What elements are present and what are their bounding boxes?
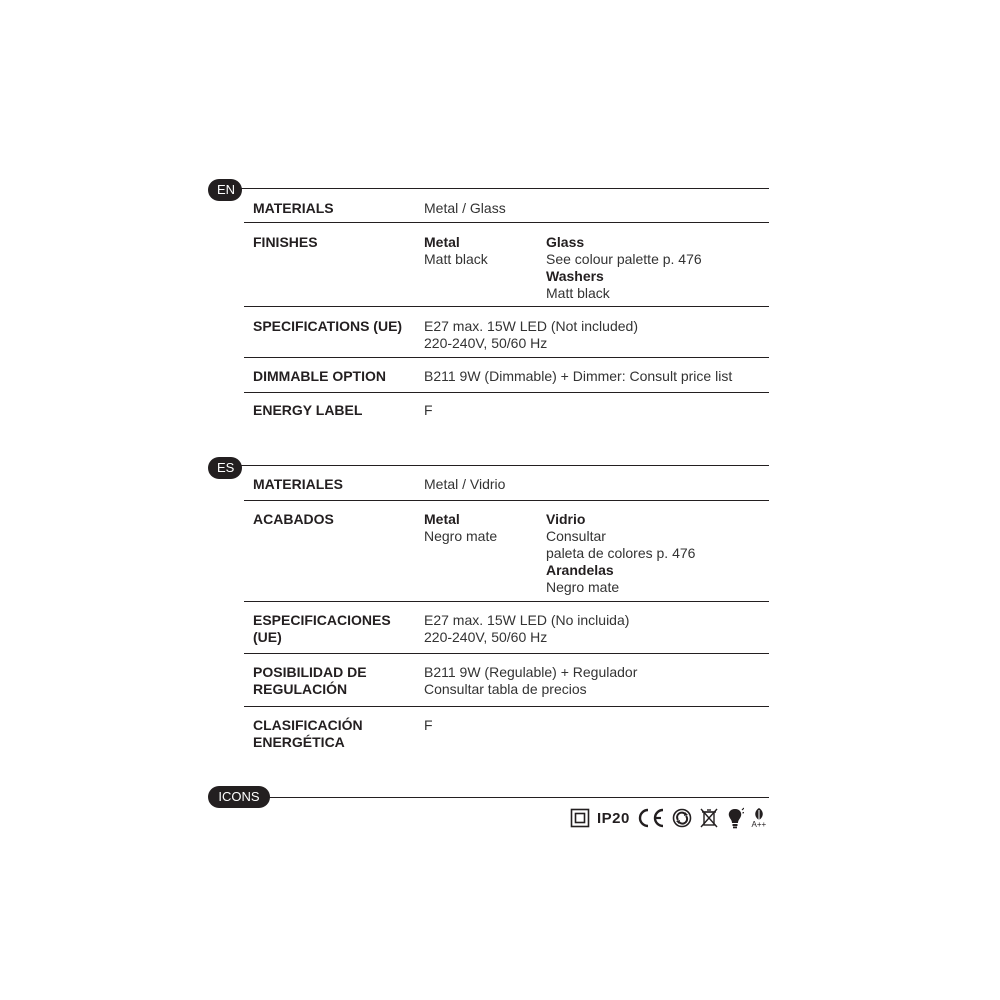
spec-row-clasificacion xyxy=(244,706,769,756)
row-label: DIMMABLE OPTION xyxy=(253,368,386,384)
finish-washers-title: Arandelas xyxy=(546,562,614,578)
finish-metal-title: Metal xyxy=(424,511,460,527)
finish-glass-value: paleta de colores p. 476 xyxy=(546,545,696,561)
row-label: MATERIALS xyxy=(253,200,334,216)
row-label-line: REGULACIÓN xyxy=(253,681,348,697)
spec-row-acabados xyxy=(244,500,769,602)
spec-row-especificaciones xyxy=(244,601,769,654)
spec-row-materiales xyxy=(244,466,769,501)
row-label: FINISHES xyxy=(253,234,318,250)
finish-washers-value: Matt black xyxy=(546,285,610,301)
finish-glass xyxy=(546,234,702,302)
spec-row-regulacion xyxy=(244,653,769,707)
spec-line: 220-240V, 50/60 Hz xyxy=(424,629,548,645)
ip20-icon: IP20 xyxy=(597,809,630,827)
row-value: B211 9W (Dimmable) + Dimmer: Consult price list xyxy=(424,368,733,384)
recycle-icon xyxy=(672,808,692,828)
lang-badge-en: EN xyxy=(208,179,242,201)
finish-metal xyxy=(424,511,497,545)
row-value: F xyxy=(424,402,433,418)
energy-leaf-icon xyxy=(751,807,767,829)
row-label-line: POSIBILIDAD DE xyxy=(253,664,367,680)
row-value xyxy=(424,318,638,352)
spec-row-specifications xyxy=(244,306,769,358)
row-label: SPECIFICATIONS (UE) xyxy=(253,318,403,334)
row-label xyxy=(253,612,413,646)
row-label: ACABADOS xyxy=(253,511,334,527)
spec-line: E27 max. 15W LED (No incluida) xyxy=(424,612,630,628)
spec-line: Consultar tabla de precios xyxy=(424,681,587,697)
certification-icons xyxy=(570,806,767,830)
weee-bin-icon xyxy=(699,807,719,829)
finish-glass xyxy=(546,511,695,596)
row-value: Metal / Glass xyxy=(424,200,506,216)
double-insulation-icon xyxy=(570,808,590,828)
row-label: ENERGY LABEL xyxy=(253,402,363,418)
row-value xyxy=(424,612,629,646)
lang-badge-es: ES xyxy=(208,457,242,479)
spec-line: B211 9W (Regulable) + Regulador xyxy=(424,664,638,680)
row-label xyxy=(253,664,413,698)
row-label-line: ENERGÉTICA xyxy=(253,734,345,750)
finish-glass-title: Vidrio xyxy=(546,511,586,527)
spec-line: 220-240V, 50/60 Hz xyxy=(424,335,548,351)
spec-line: E27 max. 15W LED (Not included) xyxy=(424,318,638,334)
ce-mark-icon xyxy=(637,807,665,829)
spec-row-materials xyxy=(244,189,769,223)
row-label-line: ESPECIFICACIONES xyxy=(253,612,391,628)
energy-class-label: A++ xyxy=(751,820,767,829)
finish-metal-value: Matt black xyxy=(424,251,488,267)
finish-washers-value: Negro mate xyxy=(546,579,620,595)
row-label: MATERIALES xyxy=(253,476,343,492)
row-value: F xyxy=(424,717,433,733)
spec-row-finishes xyxy=(244,222,769,307)
row-value: Metal / Vidrio xyxy=(424,476,506,492)
led-bulb-icon xyxy=(726,807,744,829)
row-label xyxy=(253,717,413,751)
finish-glass-value: Consultar xyxy=(546,528,606,544)
finish-metal xyxy=(424,234,488,268)
spec-row-energy-label xyxy=(244,392,769,432)
icons-badge: ICONS xyxy=(208,786,270,808)
spec-row-dimmable xyxy=(244,357,769,393)
finish-washers-title: Washers xyxy=(546,268,604,284)
finish-metal-value: Negro mate xyxy=(424,528,498,544)
ce-mark-shape xyxy=(637,807,665,829)
finish-glass-value: See colour palette p. 476 xyxy=(546,251,702,267)
finish-metal-title: Metal xyxy=(424,234,460,250)
row-label-line: CLASIFICACIÓN xyxy=(253,717,363,733)
finish-glass-title: Glass xyxy=(546,234,585,250)
divider xyxy=(268,797,769,798)
row-label-line: (UE) xyxy=(253,629,282,645)
row-value xyxy=(424,664,637,698)
